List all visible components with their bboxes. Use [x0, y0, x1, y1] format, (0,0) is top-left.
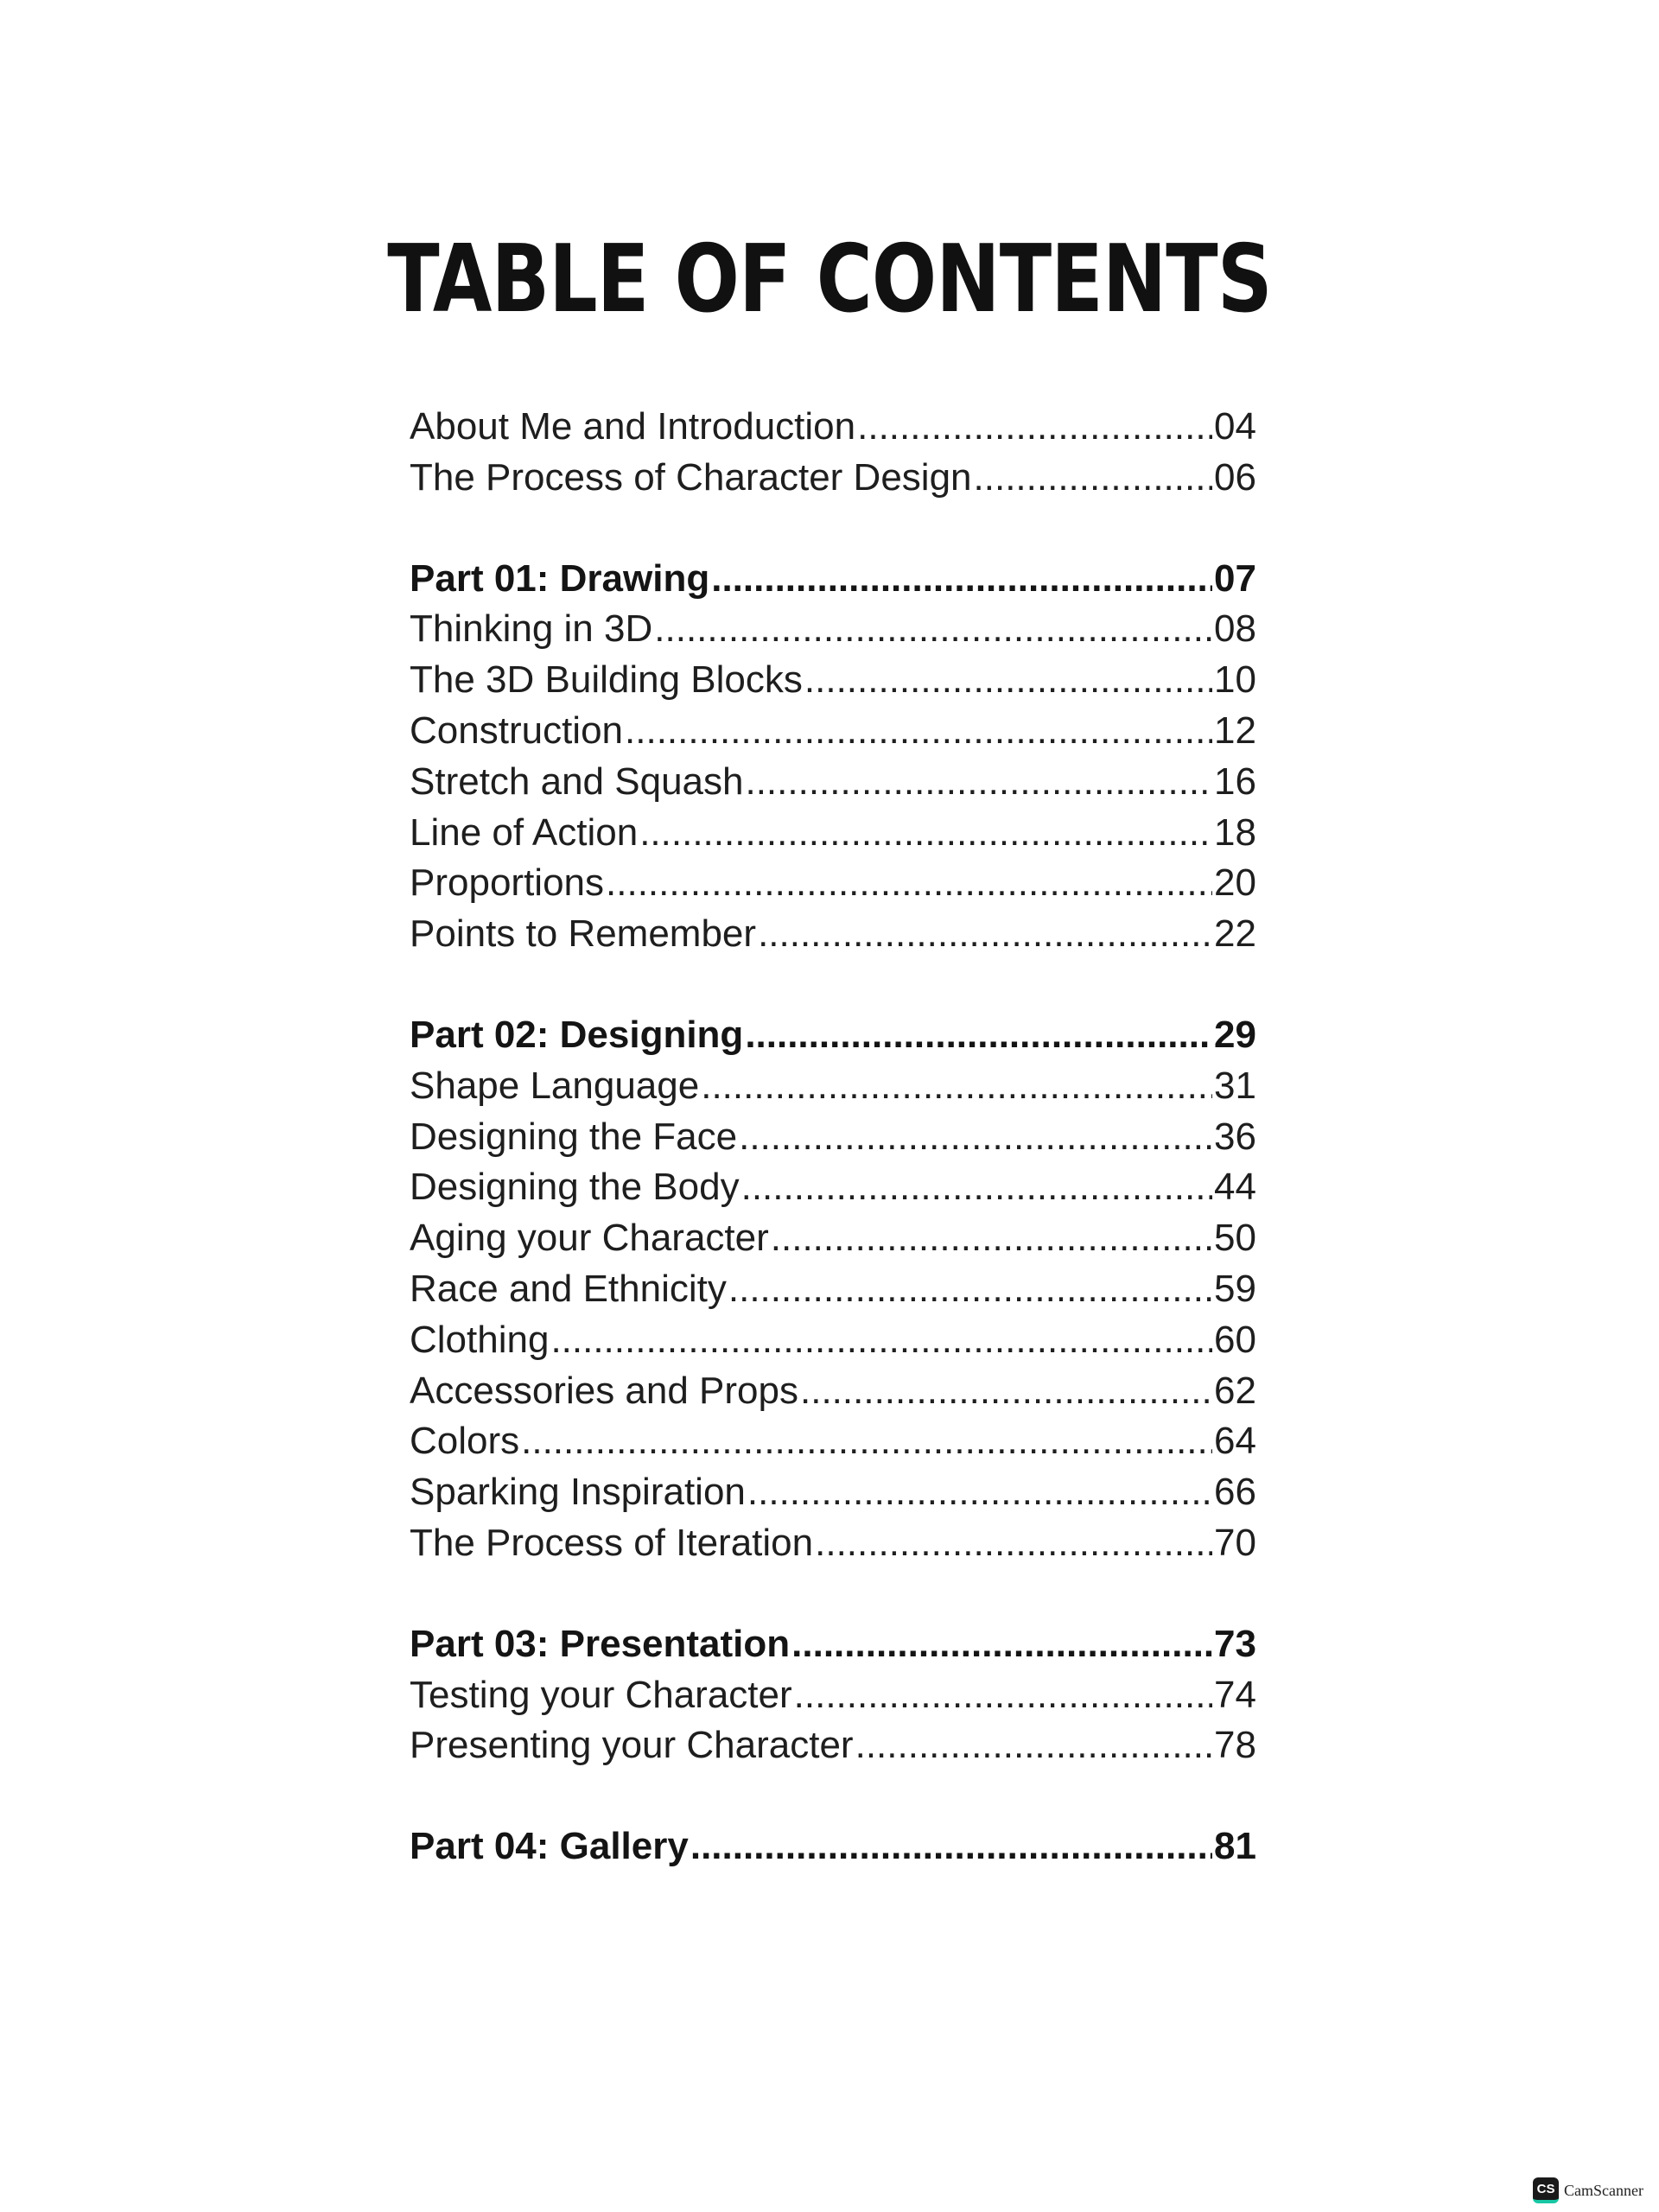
dot-leader [855, 1720, 1212, 1771]
dot-leader [654, 604, 1212, 655]
toc-entry [410, 1670, 1256, 1721]
toc-entry-label: Aging your Character [410, 1217, 769, 1260]
dot-leader [741, 1162, 1212, 1213]
toc-page-number: 70 [1214, 1521, 1256, 1564]
toc-entry-label: Clothing [410, 1318, 550, 1361]
toc-entry [410, 1416, 1256, 1467]
toc-entry-label: Designing the Face [410, 1115, 738, 1158]
toc-page-number: 10 [1214, 658, 1256, 702]
dot-leader [758, 909, 1212, 960]
toc-group [410, 402, 1256, 504]
dot-leader [625, 706, 1212, 757]
toc-page-number: 22 [1214, 912, 1256, 956]
toc-entry-label: The 3D Building Blocks [410, 658, 803, 702]
toc-entry-label: Line of Action [410, 810, 639, 854]
toc-part-heading [410, 1619, 1256, 1670]
page-title: TABLE OF CONTENTS [387, 226, 1272, 334]
toc-page-number: 18 [1214, 810, 1256, 854]
toc-part-heading [410, 554, 1256, 605]
toc-entry [410, 1315, 1256, 1366]
dot-leader [739, 1112, 1212, 1163]
dot-leader [521, 1416, 1212, 1467]
toc-page-number: 36 [1214, 1115, 1256, 1158]
toc-page-number: 81 [1214, 1825, 1256, 1868]
toc-entry-label: Part 04: Gallery [410, 1825, 689, 1868]
toc-entry [410, 909, 1256, 960]
toc-entry-label: Designing the Body [410, 1166, 740, 1209]
toc-page-number: 62 [1214, 1369, 1256, 1412]
toc-entry [410, 1213, 1256, 1264]
toc-entry [410, 453, 1256, 504]
toc-group [410, 554, 1256, 960]
toc-entry-label: Points to Remember [410, 912, 757, 956]
toc-entry [410, 1518, 1256, 1569]
toc-entry-label: Proportions [410, 861, 605, 905]
toc-entry [410, 808, 1256, 859]
toc-page-number: 06 [1214, 455, 1256, 499]
dot-leader [606, 858, 1212, 909]
toc-page-number: 59 [1214, 1267, 1256, 1310]
toc-entry [410, 757, 1256, 808]
toc-page-number: 74 [1214, 1673, 1256, 1716]
toc-entry-label: The Process of Iteration [410, 1521, 814, 1564]
toc-page-number: 08 [1214, 607, 1256, 651]
toc-entry-label: Presenting your Character [410, 1724, 854, 1767]
dot-leader [701, 1061, 1212, 1112]
toc-page-number: 31 [1214, 1064, 1256, 1107]
toc-page-number: 04 [1214, 405, 1256, 448]
toc-entry-label: Part 03: Presentation [410, 1622, 791, 1665]
camscanner-watermark [1533, 2177, 1643, 2203]
dot-leader [711, 554, 1212, 605]
toc-page-number: 50 [1214, 1217, 1256, 1260]
toc-page-number: 07 [1214, 556, 1256, 600]
toc-entry [410, 1720, 1256, 1771]
toc-group [410, 1619, 1256, 1771]
toc-page-number: 20 [1214, 861, 1256, 905]
toc-entry [410, 1467, 1256, 1518]
toc-page-number: 60 [1214, 1318, 1256, 1361]
dot-leader [771, 1213, 1212, 1264]
toc-group [410, 1010, 1256, 1569]
dot-leader [974, 453, 1213, 504]
toc-entry-label: Race and Ethnicity [410, 1267, 727, 1310]
toc-group [410, 1821, 1256, 1872]
toc-page-number: 44 [1214, 1166, 1256, 1209]
dot-leader [690, 1821, 1212, 1872]
toc-entry [410, 604, 1256, 655]
toc-entry-label: Stretch and Squash [410, 760, 744, 803]
toc-entry [410, 706, 1256, 757]
toc-entry-label: Colors [410, 1420, 520, 1463]
toc-entry [410, 1162, 1256, 1213]
dot-leader [857, 402, 1212, 453]
dot-leader [794, 1670, 1212, 1721]
toc-entry-label: Accessories and Props [410, 1369, 798, 1412]
toc-entry-label: Testing your Character [410, 1673, 792, 1716]
dot-leader [804, 655, 1212, 706]
toc-entry [410, 1061, 1256, 1112]
toc-entry-label: The Process of Character Design [410, 455, 972, 499]
toc-page-number: 64 [1214, 1420, 1256, 1463]
dot-leader [815, 1518, 1212, 1569]
toc-part-heading [410, 1821, 1256, 1872]
toc-page-number: 66 [1214, 1471, 1256, 1514]
toc-entry [410, 402, 1256, 453]
dot-leader [550, 1315, 1212, 1366]
toc-entry [410, 1112, 1256, 1163]
toc-entry-label: About Me and Introduction [410, 405, 856, 448]
toc-entry-label: Thinking in 3D [410, 607, 653, 651]
toc-page-number: 73 [1214, 1622, 1256, 1665]
toc-entry [410, 1264, 1256, 1315]
toc-entry [410, 655, 1256, 706]
dot-leader [800, 1366, 1212, 1417]
toc-page-number: 29 [1214, 1013, 1256, 1056]
dot-leader [791, 1619, 1212, 1670]
toc-page-number: 12 [1214, 709, 1256, 752]
camscanner-logo-icon: CS [1533, 2177, 1559, 2203]
dot-leader [745, 1010, 1212, 1061]
toc-entry-label: Part 01: Drawing [410, 556, 710, 600]
table-of-contents [410, 402, 1256, 1923]
dot-leader [745, 757, 1212, 808]
toc-entry [410, 1366, 1256, 1417]
toc-page-number: 16 [1214, 760, 1256, 803]
toc-entry-label: Part 02: Designing [410, 1013, 744, 1056]
toc-entry-label: Shape Language [410, 1064, 700, 1107]
toc-entry-label: Construction [410, 709, 624, 752]
dot-leader [747, 1467, 1212, 1518]
watermark-text: CamScanner [1564, 2181, 1643, 2199]
toc-entry [410, 858, 1256, 909]
toc-entry-label: Sparking Inspiration [410, 1471, 746, 1514]
toc-page-number: 78 [1214, 1724, 1256, 1767]
dot-leader [728, 1264, 1212, 1315]
toc-part-heading [410, 1010, 1256, 1061]
dot-leader [639, 808, 1212, 859]
